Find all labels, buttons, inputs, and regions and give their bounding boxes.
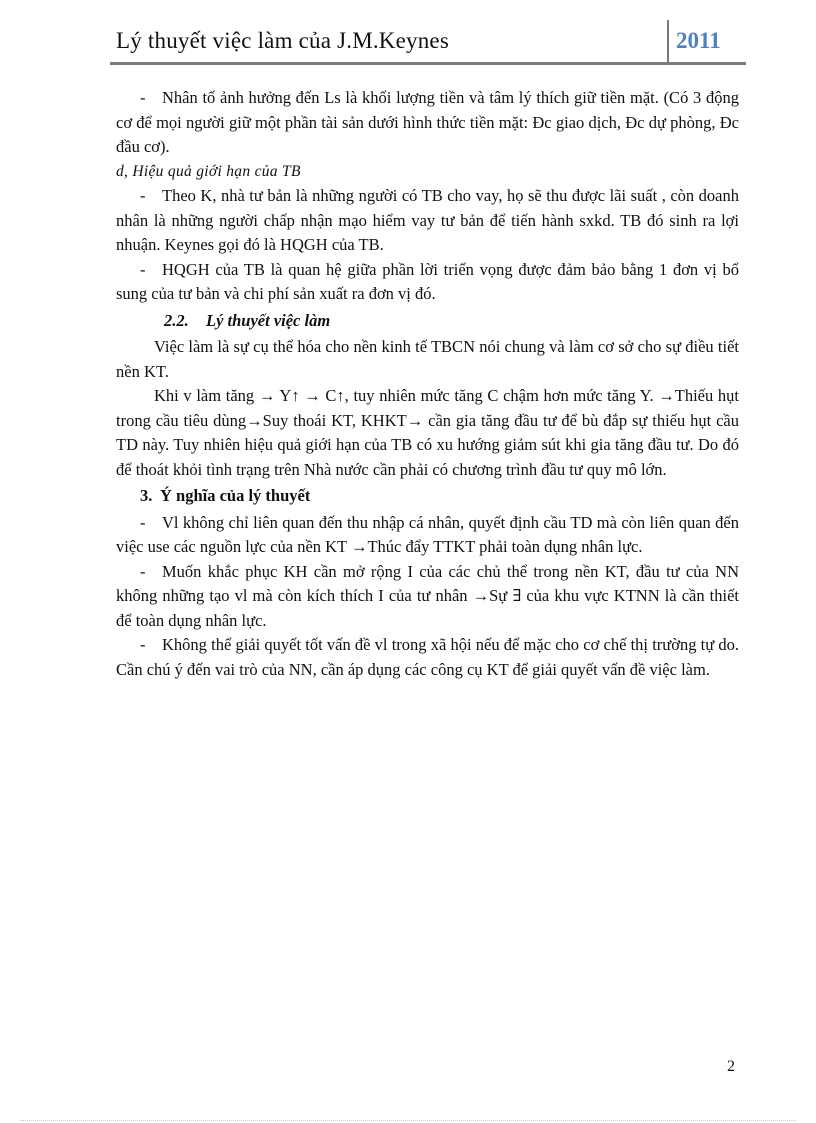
paragraph-capitalists: - Theo K, nhà tư bản là những người có TB cho vay, họ sẽ thu được lãi suất , còn doanh nhân là những người chấp nhận mạo hiểm vay tư bản để tiến hành sxkd. TB đó sinh ra lợi nhuận. Keynes gọi đó là HQGH của TB. xyxy=(116,186,739,254)
page-number: 2 xyxy=(727,1058,735,1075)
paragraph-significance-investment: - Muốn khắc phục KH cần mở rộng I của các chủ thể trong nền KT, đầu tư của NN không những tạo vl mà còn kích thích I của tư nhân →Sự ∃ của khu vực KTNN là cần thiết để toàn dụng nhân lực. xyxy=(116,561,739,630)
bullet-marker: - xyxy=(140,512,146,532)
page-header xyxy=(110,20,746,65)
bullet-marker: - xyxy=(140,186,146,205)
section-heading-2-2: 2.2. Lý thuyết việc làm xyxy=(164,310,331,330)
footer-divider xyxy=(20,1120,796,1121)
bullet-marker: - xyxy=(140,635,146,654)
document-body xyxy=(116,86,739,682)
bullet-marker: - xyxy=(140,88,146,107)
paragraph-significance-income: - Vl không chỉ liên quan đến thu nhập cá nhân, quyết định cầu TD mà còn liên quan đến việc use các nguồn lực của nền KT →Thúc đẩy TTKT phải toàn dụng nhân lực. xyxy=(116,512,739,556)
header-title: Lý thuyết việc làm của J.M.Keynes xyxy=(116,28,449,53)
header-year: 2011 xyxy=(676,28,721,53)
bullet-marker: - xyxy=(140,259,146,279)
paragraph-employment-mechanism: Khi v làm tăng → Y↑ → C↑, tuy nhiên mức tăng C chậm hơn mức tăng Y. →Thiếu hụt trong cầu tiêu dùng→Suy thoái KT, KHKT→ cần gia tăng đầu tư để bù đắp sự thiếu hụt cầu TD này. Tuy nhiên hiệu quả giới hạn của TB có xu hướng giảm sút khi gia tăng đầu tư. Do đó để thoát khỏi tình trạng trên Nhà nước cần phải có chương trình đầu tư quy mô lớn. xyxy=(116,386,739,479)
subheading-marginal-efficiency: d, Hiệu quả giới hạn của TB xyxy=(116,162,301,180)
paragraph-significance-state-role: - Không thể giải quyết tốt vấn đề vl trong xã hội nếu để mặc cho cơ chế thị trường tự do. Cần chú ý đến vai trò của NN, cần áp dụng các công cụ KT để giải quyết vấn đề việc làm. xyxy=(116,635,739,679)
header-divider xyxy=(667,20,669,62)
paragraph-hqgh-definition: - HQGH của TB là quan hệ giữa phần lời triển vọng được đảm bảo bằng 1 đơn vị bổ sung của tư bản và chi phí sản xuất ra đơn vị đó. xyxy=(116,259,739,303)
paragraph-liquidity-factors: - Nhân tố ảnh hưởng đến Ls là khối lượng tiền và tâm lý thích giữ tiền mặt. (Có 3 động cơ để mọi người giữ một phần tài sản dưới hình thức tiền mặt: Đc giao dịch, Đc dự phòng, Đc đầu cơ). xyxy=(116,88,739,156)
paragraph-employment-definition: Việc làm là sự cụ thể hóa cho nền kinh tế TBCN nói chung và làm cơ sở cho sự điều tiết nền KT. xyxy=(116,337,739,381)
bullet-marker: - xyxy=(140,561,146,581)
section-heading-3: 3. Ý nghĩa của lý thuyết xyxy=(140,486,311,505)
